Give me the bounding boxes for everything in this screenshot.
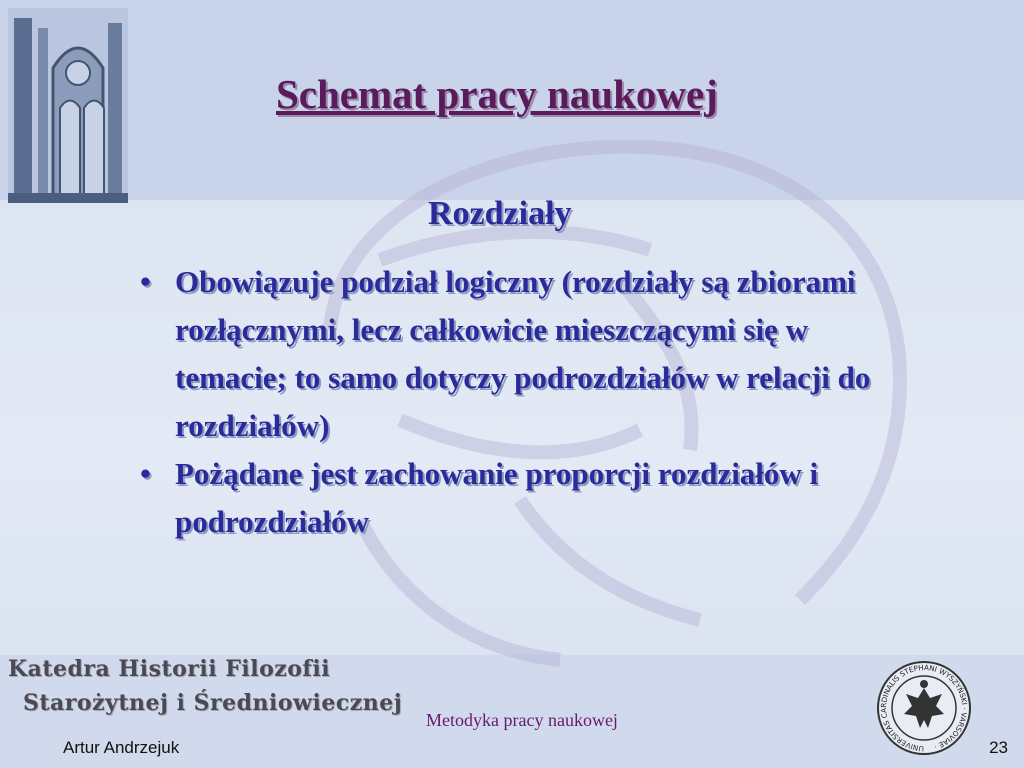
bullet-item bbox=[140, 258, 910, 450]
seal-ring-text: UNIVERSITAS CARDINALIS STEPHANI WYSZYŃSKI · VARSOVIAE · bbox=[878, 662, 970, 754]
gothic-pillar-icon bbox=[8, 8, 128, 203]
bullet-marker: • bbox=[140, 264, 151, 299]
course-name: Metodyka pracy naukowej bbox=[426, 710, 618, 730]
bullet-list bbox=[140, 258, 910, 546]
section-heading: Rozdziały bbox=[428, 195, 572, 232]
bullet-text: Obowiązuje podział logiczny (rozdziały są zbiorami rozłącznymi, lecz całkowicie mieszczącymi się w temacie; to samo dotyczy podrozdziałów w relacji do rozdziałów) bbox=[175, 264, 871, 443]
university-seal-icon bbox=[872, 658, 977, 758]
bullet-item bbox=[140, 450, 910, 546]
author-name: Artur Andrzejuk bbox=[63, 738, 180, 757]
department-line-2: Starożytnej i Średniowiecznej bbox=[23, 690, 403, 716]
department-name bbox=[8, 652, 402, 720]
bullet-marker: • bbox=[140, 456, 151, 491]
department-line-1: Katedra Historii Filozofii bbox=[8, 656, 331, 682]
bullet-text: Pożądane jest zachowanie proporcji rozdziałów i podrozdziałów bbox=[175, 456, 819, 539]
page-number: 23 bbox=[989, 738, 1008, 757]
slide-title: Schemat pracy naukowej bbox=[276, 71, 718, 117]
